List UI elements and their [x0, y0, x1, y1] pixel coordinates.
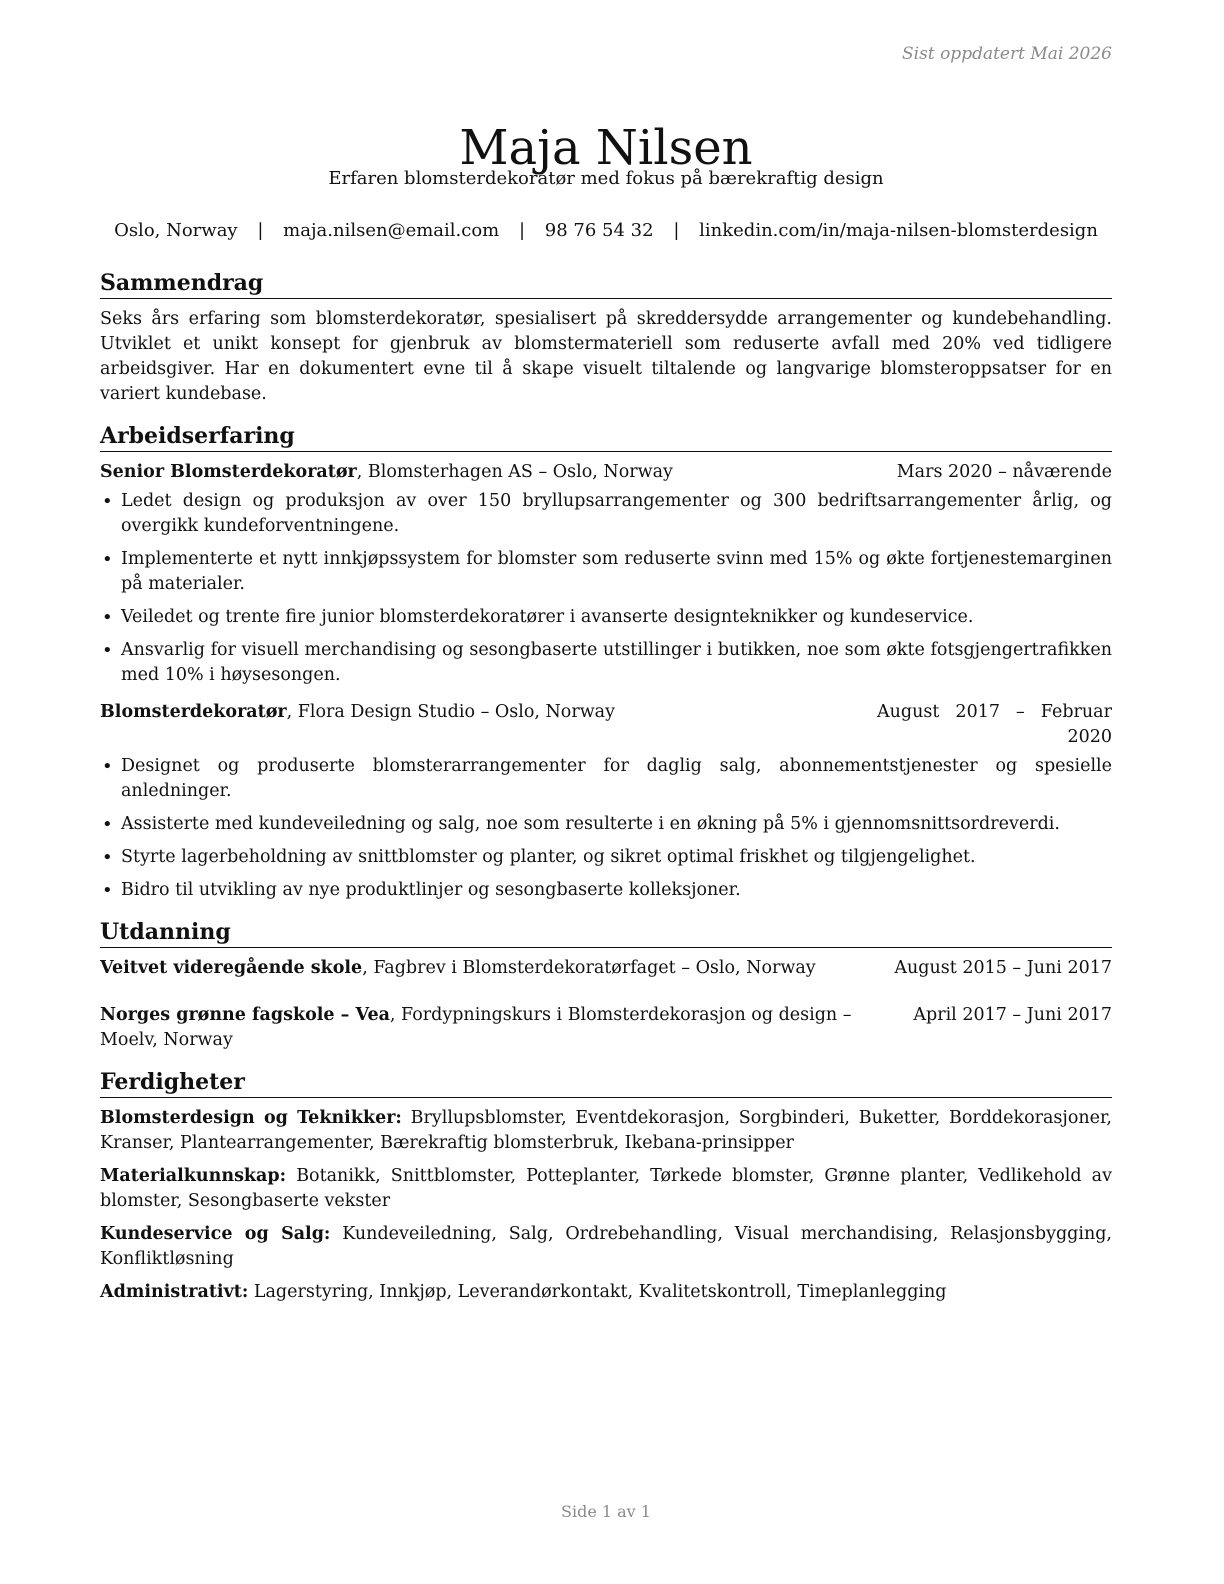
job-bullet: • Designet og produserte blomsterarrangementer for daglig salg, abonnementstjenester og spesielle anledninger. [100, 754, 1112, 804]
experience-section [100, 421, 1112, 903]
job-header [100, 700, 1112, 750]
section-title-skills: Ferdigheter [100, 1067, 1112, 1098]
candidate-name: Maja Nilsen [459, 120, 753, 177]
job-bullet: • Assisterte med kundeveiledning og salg, noe som resulterte i en økning på 5% i gjennomsnittsordreverdi. [100, 812, 1112, 837]
page-number: Side 1 av 1 [561, 1502, 651, 1521]
contact-line [100, 220, 1112, 241]
education-detail: , Fagbrev i Blomsterdekoratørfaget – Oslo, Norway [362, 958, 816, 978]
education-entry [100, 956, 1112, 981]
contact-separator: | [257, 220, 264, 241]
skill-label: Kundeservice og Salg: [100, 1224, 331, 1244]
skill-label: Blomsterdesign og Teknikker: [100, 1108, 402, 1128]
resume-content [100, 268, 1112, 1319]
job-bullet: • Veiledet og trente fire junior blomsterdekoratører i avanserte designteknikker og kundeservice. [100, 605, 1112, 630]
education-entry [100, 1003, 1112, 1053]
job-entry [100, 460, 1112, 688]
job-role: Blomsterdekoratør [100, 702, 287, 722]
job-bullet: • Implementerte et nytt innkjøpssystem for blomster som reduserte svinn med 15% og økte fortjenestemarginen på materialer. [100, 547, 1112, 597]
education-dates: August 2015 – Juni 2017 [894, 958, 1112, 978]
summary-text: Seks års erfaring som blomsterdekoratør, spesialisert på skreddersydde arrangementer og kundebehandling. Utviklet et unikt konsept for gjenbruk av blomstermateriell som reduserte avfall med 20% ved tidligere arbeidsgiver. Har en dokumentert evne til å skape visuelt tiltalende og langvarige blomsteroppsatser for en variert kundebase. [100, 309, 1112, 404]
education-detail: , Fordypningskurs i Blomsterdekorasjon og design – Moelv, Norway [100, 1005, 852, 1050]
skills-section [100, 1067, 1112, 1305]
education-school: Norges grønne fagskole – Vea [100, 1005, 390, 1025]
education-dates: April 2017 – Juni 2017 [913, 1005, 1112, 1025]
job-company: , Flora Design Studio – Oslo, Norway [286, 702, 615, 722]
contact-email[interactable]: maja.nilsen@email.com [283, 220, 500, 241]
skill-group [100, 1106, 1112, 1156]
job-header [100, 460, 1112, 485]
skill-label: Materialkunnskap: [100, 1166, 287, 1186]
skill-text: Lagerstyring, Innkjøp, Leverandørkontakt, Kvalitetskontroll, Timeplanlegging [248, 1282, 947, 1302]
summary-section [100, 268, 1112, 407]
last-updated: Sist oppdatert Mai 2026 [902, 44, 1112, 64]
job-dates: Mars 2020 – nåværende [896, 462, 1112, 482]
skill-group [100, 1280, 1112, 1305]
skill-group [100, 1222, 1112, 1272]
skill-text: Botanikk, Snittblomster, Potteplanter, Tørkede blomster, Grønne planter, Vedlikehold av blomster, Sesongbaserte vekster [100, 1166, 1112, 1211]
skill-label: Administrativt: [100, 1282, 249, 1302]
job-dates: August 2017 – Februar 2020 [877, 702, 1112, 747]
contact-location: Oslo, Norway [114, 220, 238, 241]
section-title-education: Utdanning [100, 917, 1112, 948]
section-title-experience: Arbeidserfaring [100, 421, 1112, 452]
job-bullet: • Styrte lagerbeholdning av snittblomster og planter, og sikret optimal friskhet og tilgjengelighet. [100, 845, 1112, 870]
skill-group [100, 1164, 1112, 1214]
education-section [100, 917, 1112, 1053]
contact-separator: | [518, 220, 526, 241]
job-bullets [100, 754, 1112, 903]
job-company: , Blomsterhagen AS – Oslo, Norway [356, 462, 673, 482]
contact-linkedin[interactable]: linkedin.com/in/maja-nilsen-blomsterdesign [699, 220, 1098, 241]
job-bullet: • Bidro til utvikling av nye produktlinjer og sesongbaserte kolleksjoner. [100, 878, 1112, 903]
job-bullets [100, 489, 1112, 688]
section-title-summary: Sammendrag [100, 268, 1112, 299]
skill-text: Bryllupsblomster, Eventdekorasjon, Sorgbinderi, Buketter, Borddekorasjoner, Kranser, Plantearrangementer, Bærekraftig blomsterbruk, Ikebana-prinsipper [100, 1108, 1112, 1153]
job-bullet: • Ansvarlig for visuell merchandising og sesongbaserte utstillinger i butikken, noe som økte fotsgjengertrafikken med 10% i høysesongen. [100, 638, 1112, 688]
job-entry [100, 700, 1112, 903]
job-role: Senior Blomsterdekoratør [100, 462, 357, 482]
contact-separator: | [673, 220, 680, 241]
skill-text: Kundeveiledning, Salg, Ordrebehandling, Visual merchandising, Relasjonsbygging, Konfliktløsning [100, 1224, 1112, 1269]
contact-phone: 98 76 54 32 [544, 220, 654, 241]
education-school: Veitvet videregående skole [100, 958, 363, 978]
tagline: Erfaren blomsterdekoratør med fokus på bærekraftig design [328, 168, 884, 189]
job-bullet: • Ledet design og produksjon av over 150 bryllupsarrangementer og 300 bedriftsarrangementer årlig, og overgikk kundeforventningene. [100, 489, 1112, 539]
